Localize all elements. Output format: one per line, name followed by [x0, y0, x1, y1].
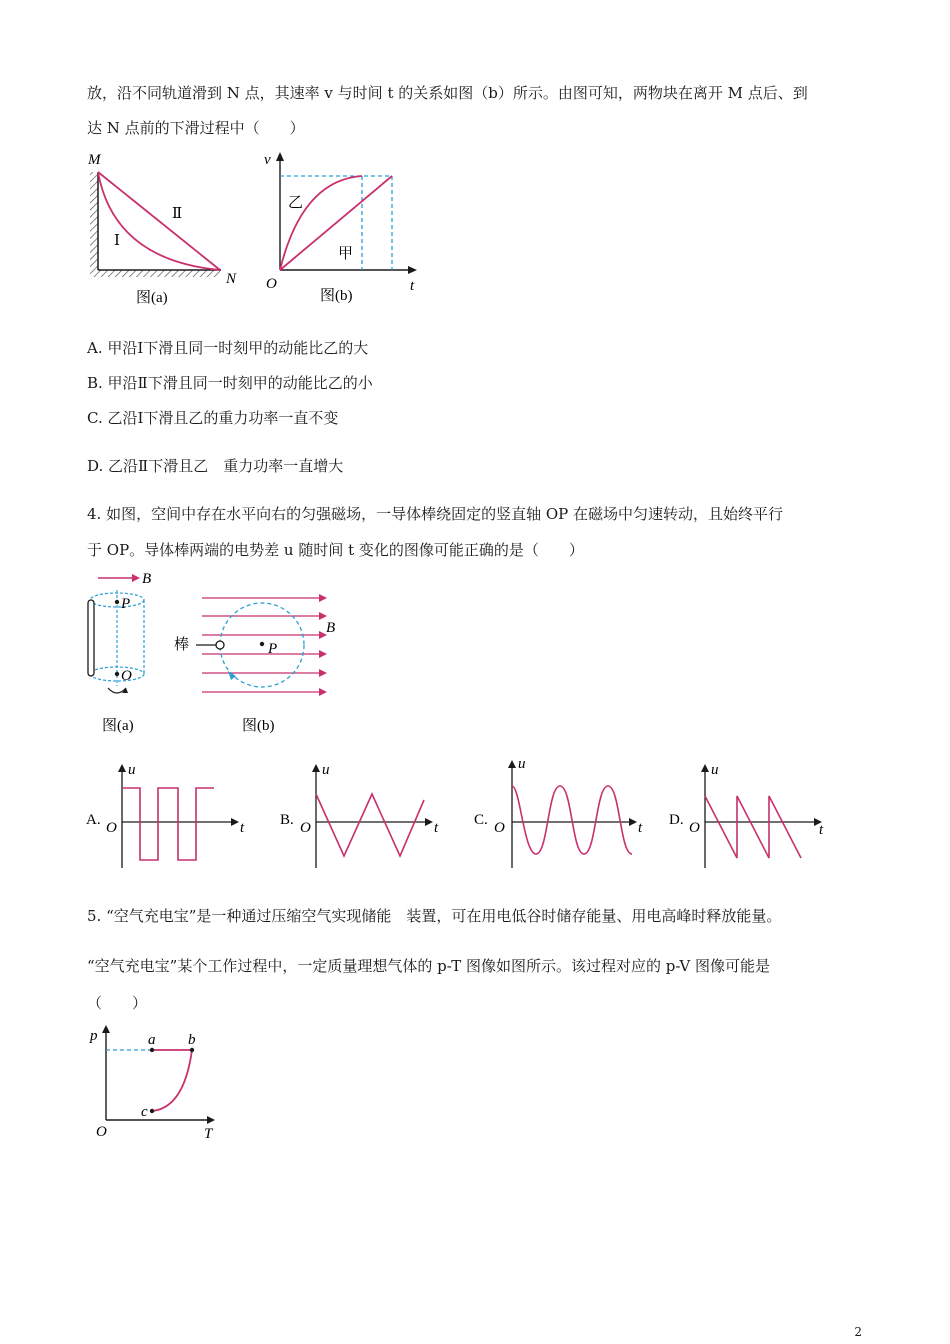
label-jia: 甲 [338, 246, 354, 262]
graph-label: t [819, 822, 824, 838]
label-O-q5: O [96, 1124, 107, 1140]
graph-label: D. [669, 812, 684, 828]
label-O-a: O [121, 668, 132, 684]
label-P-b: P [268, 641, 278, 657]
label-p: p [90, 1028, 98, 1044]
label-a: a [148, 1032, 156, 1048]
label-b: b [188, 1032, 196, 1048]
sawtooth-wave [705, 796, 801, 858]
q3-figure-a [86, 150, 251, 310]
label-O: O [266, 276, 277, 292]
caption-b: 图(b) [320, 288, 353, 304]
graph-label: O [494, 820, 505, 836]
page-number: 2 [854, 1325, 862, 1339]
caption-q4b: 图(b) [242, 718, 275, 734]
q5-stem-line3: （ ） [87, 994, 148, 1012]
q4-choice-b [278, 760, 453, 875]
q4-choice-a [84, 760, 259, 875]
graph-label: O [106, 820, 117, 836]
graph-label: O [300, 820, 311, 836]
label-P-a: P [121, 596, 131, 612]
q3-stem-line2: 达 N 点前的下滑过程中（ ） [87, 119, 305, 137]
label-v: v [264, 152, 271, 168]
label-c: c [141, 1104, 148, 1120]
graph-label: u [322, 762, 330, 778]
graph-label: t [240, 820, 245, 836]
graph-label: O [689, 820, 700, 836]
label-B-a: B [142, 571, 152, 587]
graph-label: u [518, 756, 526, 772]
label-rod: 棒 [174, 637, 190, 653]
q4-choice-d [667, 760, 842, 875]
graph-label: B. [280, 812, 294, 828]
graph-label: t [434, 820, 439, 836]
q5-pt-graph [86, 1020, 236, 1145]
graph-label: u [711, 762, 719, 778]
label-t: t [410, 278, 415, 294]
q4-choice-c [472, 752, 657, 872]
caption-q4a: 图(a) [102, 718, 134, 734]
label-T: T [204, 1126, 213, 1142]
q4-stem-line1: 4. 如图，空间中存在水平向右的匀强磁场，一导体棒绕固定的竖直轴 OP 在磁场中匀速转动，且始终平行 [87, 505, 784, 523]
label-I: Ⅰ [114, 233, 120, 249]
triangle-wave [316, 794, 424, 856]
q3-figure-b [262, 150, 427, 310]
graph-label: u [128, 762, 136, 778]
caption-a: 图(a) [136, 290, 168, 306]
q3-option-d: D. 乙沿Ⅱ下滑且乙 重力功率一直增大 [87, 457, 344, 475]
bc-curve [152, 1050, 192, 1111]
q3-stem-line1: 放，沿不同轨道滑到 N 点，其速率 v 与时间 t 的关系如图（b）所示。由图可知，两物块在离开 M 点后、到 [87, 84, 808, 102]
sine-wave [512, 786, 632, 854]
graph-label: t [638, 820, 643, 836]
q4-stem-line2: 于 OP。导体棒两端的电势差 u 随时间 t 变化的图像可能正确的是（ ） [87, 541, 584, 559]
q3-option-a: A. 甲沿Ⅰ下滑且同一时刻甲的动能比乙的大 [87, 339, 369, 357]
label-B-b: B [326, 620, 336, 636]
q5-stem-line1: 5. “空气充电宝”是一种通过压缩空气实现储能 装置，可在用电低谷时储存能量、用电高峰时释放能量。 [87, 907, 782, 925]
q3-option-b: B. 甲沿Ⅱ下滑且同一时刻甲的动能比乙的小 [87, 374, 373, 392]
label-N: N [226, 271, 237, 287]
q3-option-c: C. 乙沿Ⅰ下滑且乙的重力功率一直不变 [87, 409, 339, 427]
q5-stem-line2: “空气充电宝”某个工作过程中，一定质量理想气体的 p-T 图像如图所示。该过程对应的 p-V 图像可能是 [87, 957, 770, 975]
label-M: M [88, 152, 101, 168]
graph-label: C. [474, 812, 488, 828]
q4-figure-a [84, 570, 169, 740]
graph-label: A. [86, 812, 101, 828]
label-II: Ⅱ [172, 206, 183, 222]
label-yi: 乙 [288, 195, 304, 211]
square-wave [122, 788, 214, 860]
q4-figure-b [170, 590, 350, 740]
